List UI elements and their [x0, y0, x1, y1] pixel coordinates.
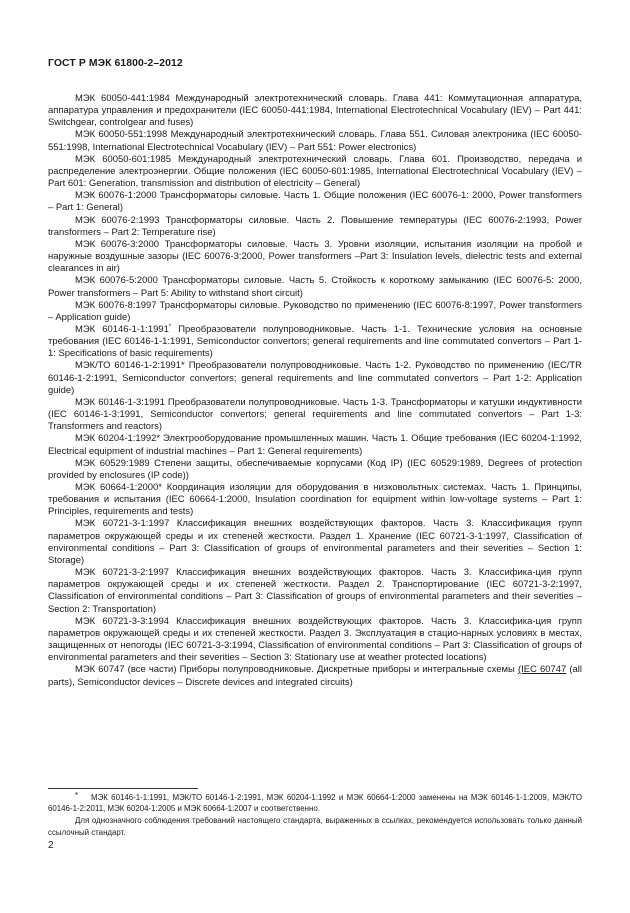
- reference-iec-60050-551: МЭК 60050-551:1998 Международный электротехнический словарь. Глава 551. Силовая электроника (IEC 60050-551:1998, International Electrotechnical Vocabulary (IEV) – Part 551: Power electronics): [48, 129, 582, 153]
- reference-description: Преобразователи полупроводниковые. Часть 1-1. Технические условия на основные требования (IEC 60146-1-1:1991, Semiconductor convertors; general requirements and line commutated convertors – Part 1-1: Specifications of basic requirements): [48, 323, 582, 360]
- reference-iec-60050-601: МЭК 60050-601:1985 Международный электротехнический словарь. Глава 601. Производство, передача и распределение электроэнергии. Общие положения (IEC 60050-601:1985, International Electrotechnical Vocabulary (IEV) – Part 601: Generation, transmission and distribution of electricity – General): [48, 153, 582, 190]
- normative-references: [48, 93, 582, 689]
- footnote-divider: [48, 788, 198, 789]
- reference-iec-60076-1: МЭК 60076-1:2000 Трансформаторы силовые. Часть 1. Общие положения (IEC 60076-1: 2000, Power transformers – Part 1: General): [48, 190, 582, 214]
- footnote-replacements: [48, 792, 582, 814]
- reference-iec-60076-3: МЭК 60076-3:2000 Трансформаторы силовые. Часть 3. Уровни изоляции, испытания изоляции на пробой и наружные воздушные зазоры (IEC 60076-3:2000, Power transformers –Part 3: Insulation levels, dielectric tests and external clearances in air): [48, 238, 582, 275]
- footnotes: [48, 792, 582, 838]
- reference-iec-60146-1-1: [48, 324, 582, 360]
- reference-iec-60076-2: МЭК 60076-2:1993 Трансформаторы силовые. Часть 2. Повышение температуры (IEC 60076-2:1993, Power transformers – Part 2: Temperature rise): [48, 214, 582, 238]
- reference-iec-60076-5: МЭК 60076-5:2000 Трансформаторы силовые. Часть 5. Стойкость к короткому замыканию (IEC 60076-5: 2000, Power transformers – Part 5: Ability to withstand short circuit): [48, 275, 582, 299]
- document-header: ГОСТ Р МЭК 61800-2–2012: [48, 58, 183, 69]
- footnote-text: МЭК 60146-1-1:1991, МЭК/ТО 60146-1-2:1991, МЭК 60204-1:1992 и МЭК 60664-1:2000 заменены на МЭК 60146-1-1:2009, МЭК/ТО 60146-1-2:2011, МЭК 60204-1:2005 и МЭК 60664-1:2007 и соответственно.: [48, 793, 582, 814]
- reference-iec-60664-1: МЭК 60664-1:2000* Координация изоляции для оборудования в низковольтных системах. Часть 1. Принципы, требования и испытания (IEC 60664-1:2000, Insulation coordination for equipment within low-voltage systems – Part 1: Principles, requirements and tests): [48, 482, 582, 518]
- reference-code: МЭК 60146-1-1:1991: [75, 323, 169, 335]
- page-number: 2: [48, 840, 54, 851]
- footnote-recommendation: Для однозначного соблюдения требований настоящего стандарта, выраженных в ссылках, рекомендуется использовать только данный ссылочный стандарт.: [48, 816, 582, 837]
- reference-iec-60204-1: МЭК 60204-1:1992* Электрооборудование промышленных машин. Часть 1. Общие требования (IEC 60204-1:1992, Electrical equipment of industrial machines – Part 1: General requirements): [48, 433, 582, 457]
- reference-iec-tr-60146-1-2: МЭК/ТО 60146-1-2:1991* Преобразователи полупроводниковые. Часть 1-2. Руководство по применению (IEC/TR 60146-1-2:1991, Semiconductor convertors; general requirements and line commutated convertors – Part 1-2: Application guide): [48, 360, 582, 396]
- reference-iec-60076-8: МЭК 60076-8:1997 Трансформаторы силовые. Руководство по применению (IEC 60076-8:1997, Power transformers – Application guide): [48, 299, 582, 323]
- reference-text: МЭК 60747 (все части) Приборы полупроводниковые. Дискретные приборы и интегральные схемы: [75, 664, 515, 676]
- underlined-reference: (IEC 60747: [517, 664, 567, 676]
- footnote-marker: *: [168, 323, 172, 330]
- footnote-marker: *: [75, 791, 79, 800]
- reference-iec-60721-3-1: МЭК 60721-3-1:1997 Классификация внешних воздействующих факторов. Часть 3. Классификация групп параметров окружающей среды и их степеней жесткости. Раздел 1. Хранение (IEC 60721-3-1:1997, Classification of environmental conditions – Part 3: Classification of groups of environmental parameters and their severities – Section 1: Storage): [48, 518, 582, 566]
- reference-iec-60146-1-3: МЭК 60146-1-3:1991 Преобразователи полупроводниковые. Часть 1-3. Трансформаторы и катушки индуктивности (IEC 60146-1-3:1991, Semiconductor convertors; general requirements and line commutated convertors – Part 1-3: Transformers and reactors): [48, 396, 582, 433]
- reference-iec-60721-3-3: МЭК 60721-3-3:1994 Классификация внешних воздействующих факторов. Часть 3. Классифика-ция групп параметров окружающей среды и их степеней жесткости. Раздел 3. Эксплуатация в стацио-нарных условиях в местах, защищенных от непогоды (IEC 60721-3-3:1994, Classification of environmental conditions – Part 3: Classification of groups of environmental parameters and their severities – Section 3: Stationary use at weather protected locations): [48, 615, 582, 664]
- reference-iec-60747: [48, 664, 582, 688]
- reference-text-tail: (all parts), Semiconductor devices – Discrete devices and integrated circuits): [48, 664, 582, 688]
- reference-iec-60529: МЭК 60529:1989 Степени защиты, обеспечиваемые корпусами (Код IP) (IEC 60529:1989, Degrees of protection provided by enclosures (IP code)): [48, 457, 582, 481]
- reference-iec-60721-3-2: МЭК 60721-3-2:1997 Классификация внешних воздействующих факторов. Часть 3. Классифика-ция групп параметров окружающей среды и их степеней жесткости. Раздел 2. Транспортирование (IEC 60721-3-2:1997, Classification of environmental conditions – Part 3: Classification of groups of environmental parameters and their severities – Section 2: Transportation): [48, 567, 582, 615]
- reference-iec-60050-441: МЭК 60050-441:1984 Международный электротехнический словарь. Глава 441: Коммутационная аппаратура, аппаратура управления и предохранители (IEC 60050-441:1984, International Electrotechnical Vocabulary (IEV) – Part 441: Switchgear, controlgear and fuses): [48, 93, 582, 129]
